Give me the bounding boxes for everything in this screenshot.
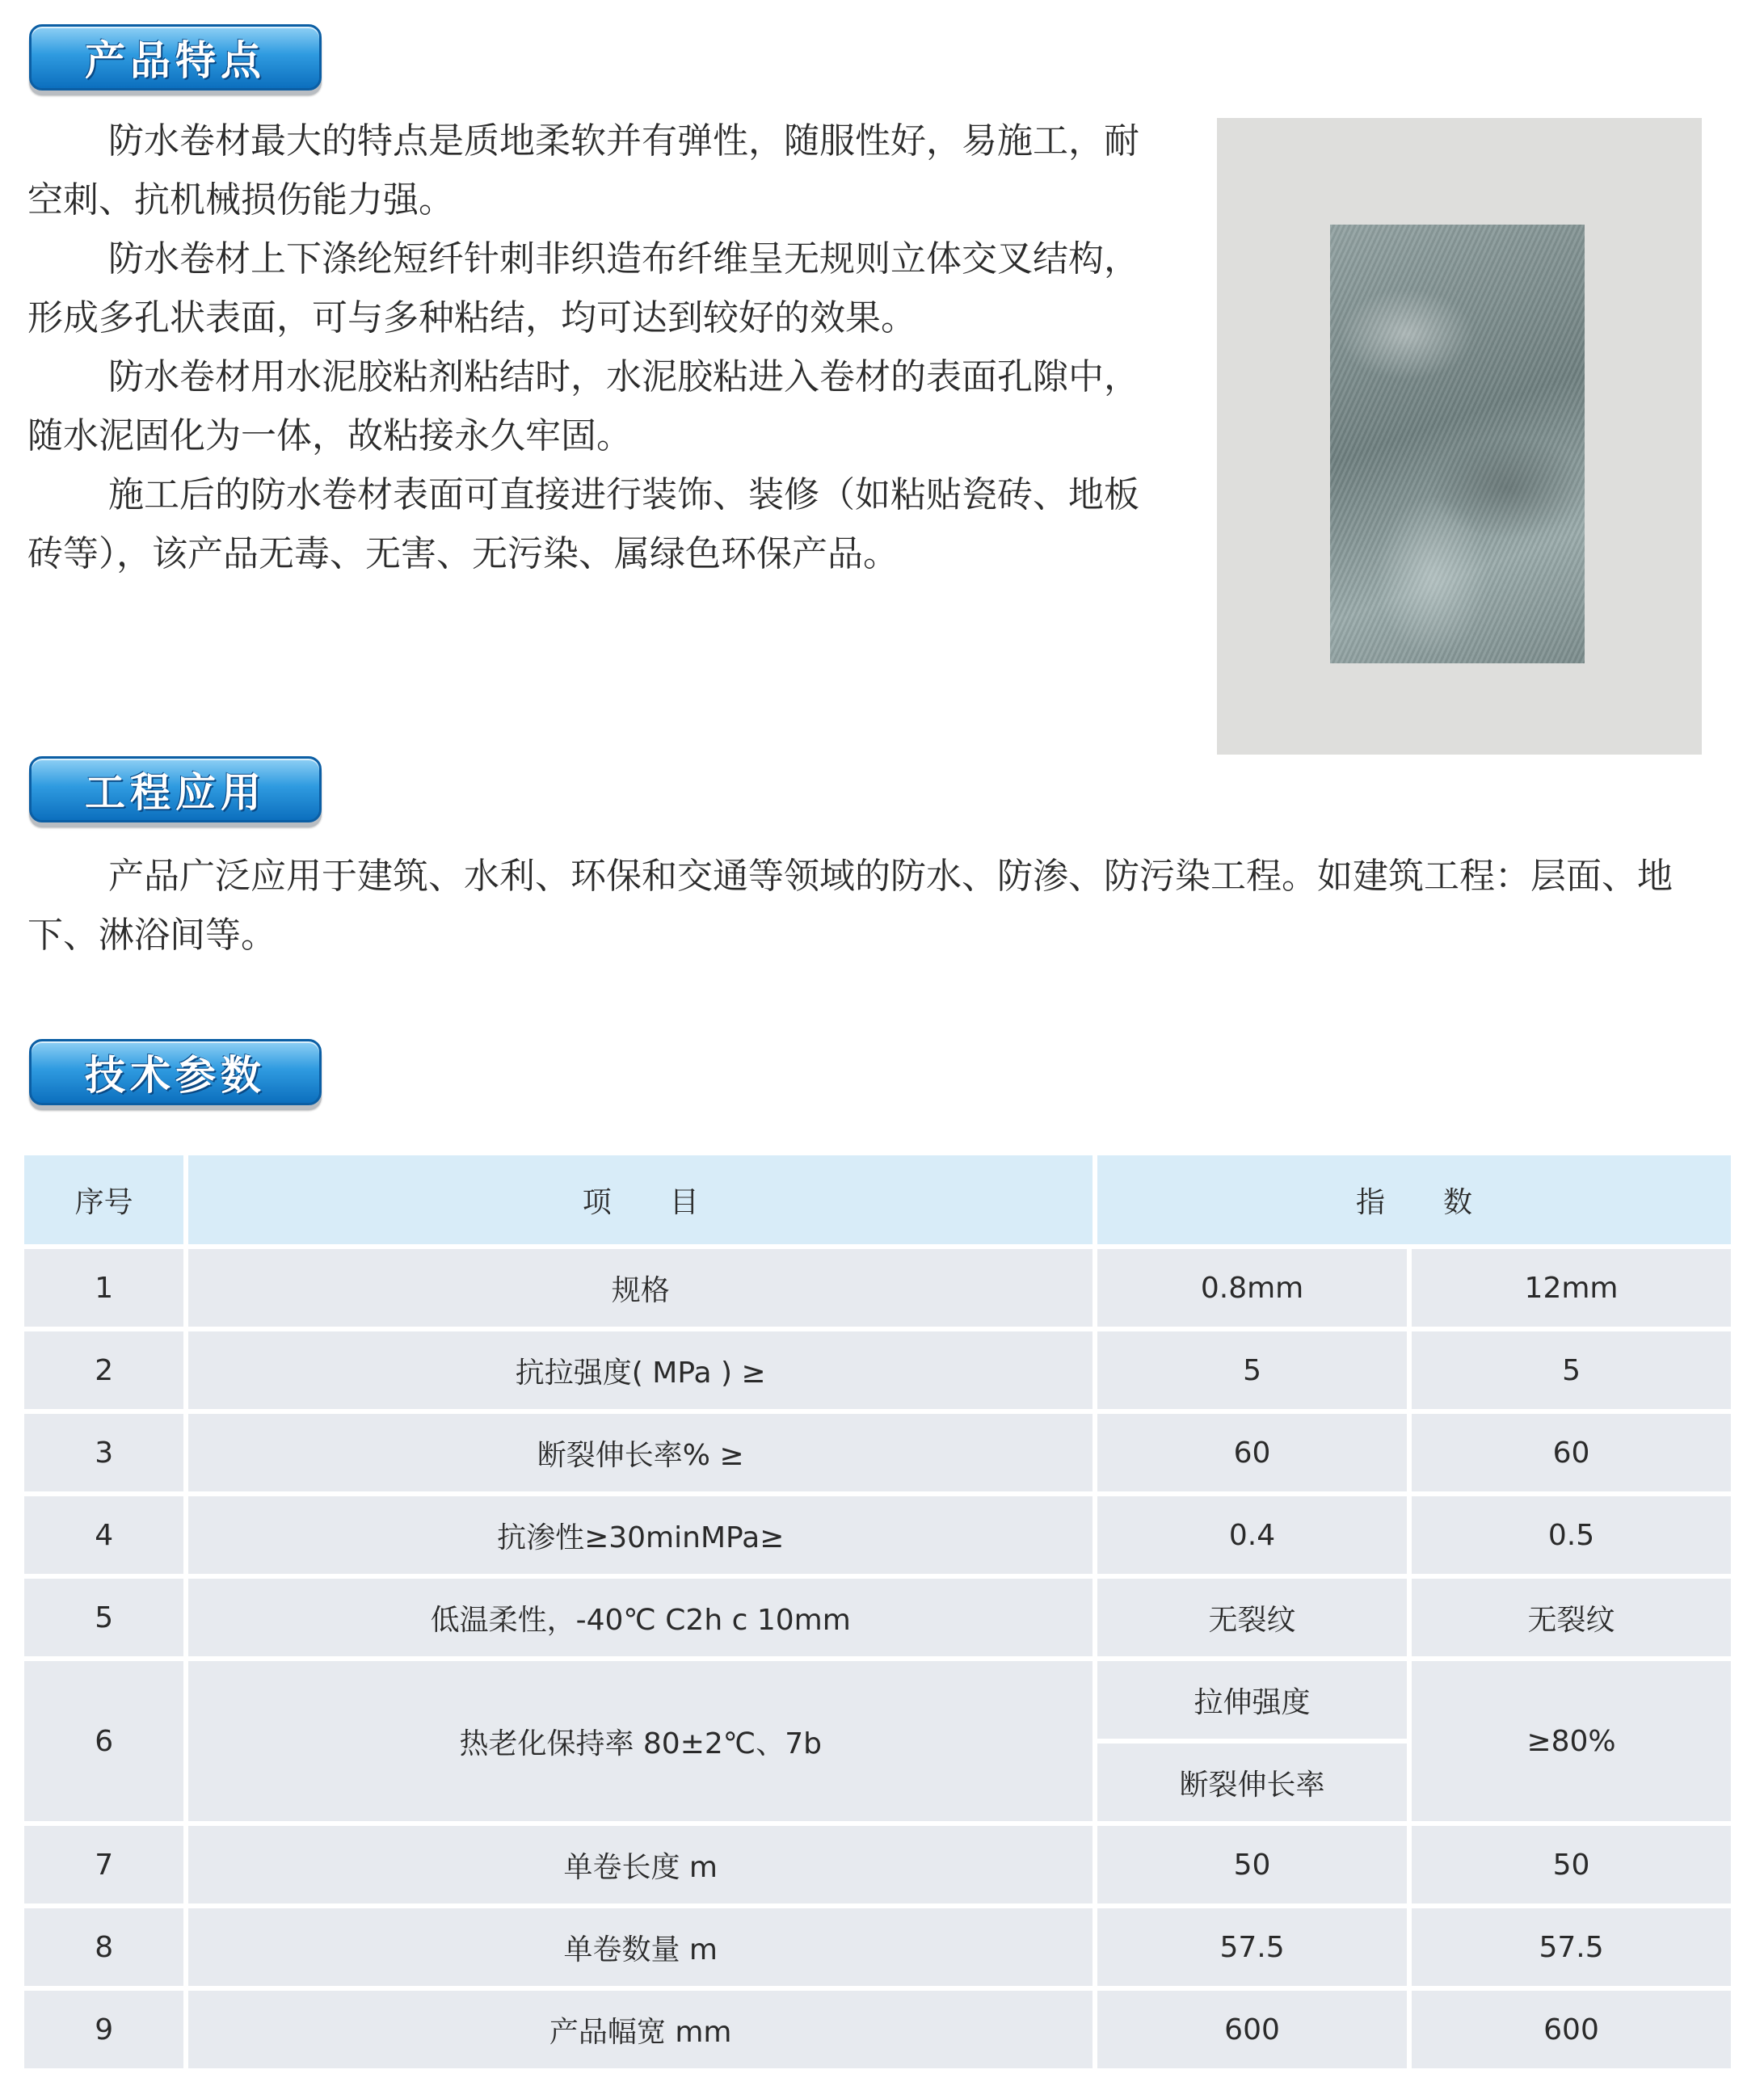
row-item: 抗渗性≥30minMPa≥ [188,1496,1093,1574]
row-value-1: 60 [1097,1414,1407,1491]
table-row [24,1249,1731,1327]
section-title-application: 工程应用 [29,756,322,822]
application-text [27,847,1739,965]
table-row [24,1414,1731,1491]
table-row [24,1661,1731,1739]
row-value-2: 12mm [1412,1249,1731,1327]
product-sample-image [1217,118,1702,755]
row-value-1: 600 [1097,1991,1407,2068]
row-no: 9 [24,1991,183,2068]
row-value-2: 60 [1412,1414,1731,1491]
row-value-2: 5 [1412,1331,1731,1409]
row-value-1: 0.4 [1097,1496,1407,1574]
spec-table [19,1150,1736,2073]
row-value-1: 无裂纹 [1097,1579,1407,1656]
row-no: 6 [24,1661,183,1821]
row-item: 抗拉强度( MPa ) ≥ [188,1331,1093,1409]
row-item: 产品幅宽 mm [188,1991,1093,2068]
row-value-2: 50 [1412,1826,1731,1903]
application-paragraph: 产品广泛应用于建筑、水利、环保和交通等领域的防水、防渗、防污染工程。如建筑工程：层面、地下、淋浴间等。 [27,856,1673,956]
table-row [24,1908,1731,1986]
row-item: 单卷长度 m [188,1826,1093,1903]
row-value-2: 57.5 [1412,1908,1731,1986]
section-title-specs: 技术参数 [29,1039,322,1105]
features-paragraph: 防水卷材上下涤纶短纤针刺非织造布纤维呈无规则立体交叉结构，形成多孔状表面，可与多种粘结，均可达到较好的效果。 [27,238,1139,339]
row-no: 7 [24,1826,183,1903]
row-value-2: 无裂纹 [1412,1579,1731,1656]
row-item: 单卷数量 m [188,1908,1093,1986]
section-title-features: 产品特点 [29,24,322,90]
row-value-2: ≥80% [1412,1661,1731,1821]
features-paragraph: 防水卷材用水泥胶粘剂粘结时，水泥胶粘进入卷材的表面孔隙中，随水泥固化为一体，故粘接永久牢固。 [27,356,1139,456]
membrane-texture-swatch [1330,225,1585,663]
row-value-1b: 断裂伸长率 [1097,1744,1407,1821]
row-no: 5 [24,1579,183,1656]
row-item: 低温柔性，-40℃ C2h c 10mm [188,1579,1093,1656]
row-item: 热老化保持率 80±2℃、7b [188,1661,1093,1821]
row-value-2: 0.5 [1412,1496,1731,1574]
table-row [24,1496,1731,1574]
row-no: 3 [24,1414,183,1491]
table-row [24,1331,1731,1409]
header-item: 项 目 [188,1155,1093,1244]
header-value: 指 数 [1097,1155,1731,1244]
row-value-1: 0.8mm [1097,1249,1407,1327]
features-text [27,111,1141,583]
row-value-1: 57.5 [1097,1908,1407,1986]
row-value-1a: 拉伸强度 [1097,1661,1407,1739]
row-no: 2 [24,1331,183,1409]
row-no: 4 [24,1496,183,1574]
row-value-1: 5 [1097,1331,1407,1409]
row-no: 8 [24,1908,183,1986]
table-row [24,1579,1731,1656]
row-item: 规格 [188,1249,1093,1327]
row-item: 断裂伸长率% ≥ [188,1414,1093,1491]
features-paragraph: 防水卷材最大的特点是质地柔软并有弹性，随服性好，易施工，耐空刺、抗机械损伤能力强。 [27,120,1139,221]
row-value-2: 600 [1412,1991,1731,2068]
table-header-row [24,1155,1731,1244]
features-paragraph: 施工后的防水卷材表面可直接进行装饰、装修（如粘贴瓷砖、地板砖等），该产品无毒、无害、无污染、属绿色环保产品。 [27,474,1139,574]
row-no: 1 [24,1249,183,1327]
header-no: 序号 [24,1155,183,1244]
row-value-1: 50 [1097,1826,1407,1903]
table-row [24,1991,1731,2068]
table-row [24,1826,1731,1903]
